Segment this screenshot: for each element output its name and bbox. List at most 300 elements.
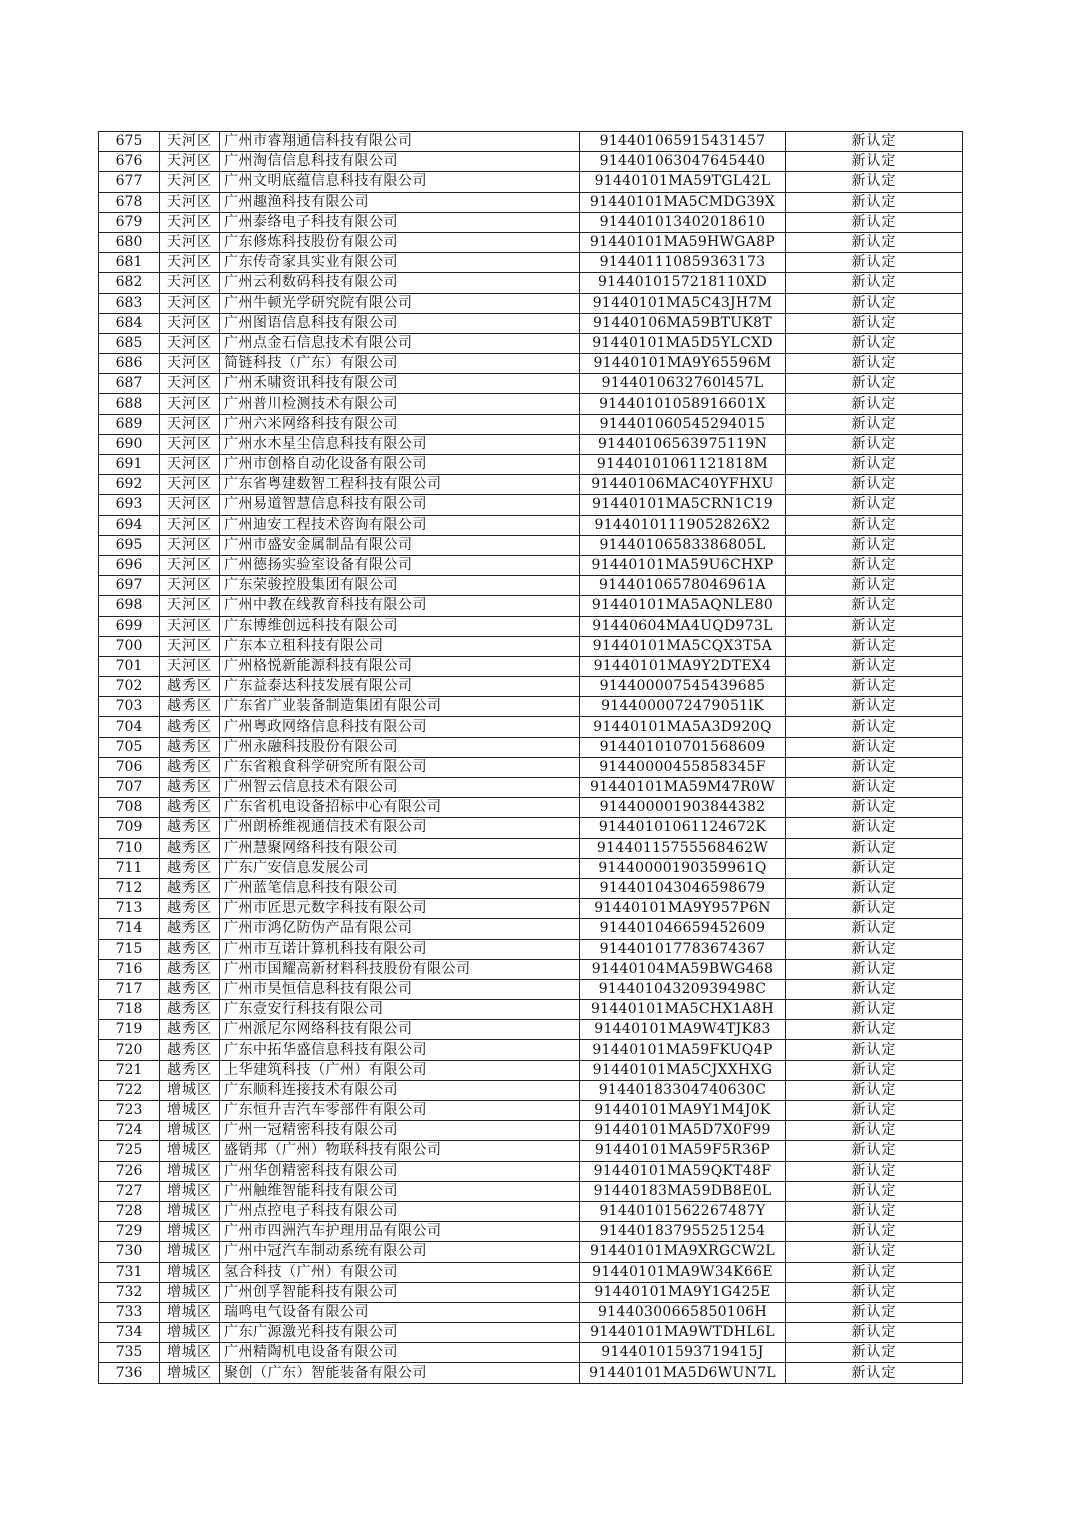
table-row	[99, 576, 963, 596]
row-number-cell: 693	[99, 495, 160, 515]
status-cell: 新认定	[786, 192, 963, 212]
credit-code-cell: 91440101MA59M47R0W	[580, 778, 786, 798]
credit-code-cell: 91440101MA9Y957P6N	[580, 899, 786, 919]
row-number-cell: 699	[99, 616, 160, 636]
district-cell: 天河区	[160, 313, 220, 333]
district-cell: 增城区	[160, 1101, 220, 1121]
credit-code-cell: 91440101061124672K	[580, 818, 786, 838]
company-name-cell: 广州德扬实验室设备有限公司	[220, 555, 580, 575]
status-cell: 新认定	[786, 878, 963, 898]
table-row	[99, 878, 963, 898]
table-row	[99, 374, 963, 394]
company-name-cell: 广州市国耀高新材料科技股份有限公司	[220, 959, 580, 979]
district-cell: 天河区	[160, 232, 220, 252]
credit-code-cell: 91440101MA9Y1G425E	[580, 1282, 786, 1302]
credit-code-cell: 91440101MA9W34K66E	[580, 1262, 786, 1282]
table-row	[99, 899, 963, 919]
table-row	[99, 737, 963, 757]
row-number-cell: 716	[99, 959, 160, 979]
company-name-cell: 广州智云信息技术有限公司	[220, 778, 580, 798]
company-name-cell: 广州水木星尘信息科技有限公司	[220, 434, 580, 454]
company-name-cell: 广州图语信息科技有限公司	[220, 313, 580, 333]
district-cell: 越秀区	[160, 1020, 220, 1040]
credit-code-cell: 91440300665850106H	[580, 1302, 786, 1322]
status-cell: 新认定	[786, 1343, 963, 1363]
credit-code-cell: 91440104320939498C	[580, 979, 786, 999]
row-number-cell: 710	[99, 838, 160, 858]
table-row	[99, 717, 963, 737]
row-number-cell: 719	[99, 1020, 160, 1040]
row-number-cell: 713	[99, 899, 160, 919]
table-row	[99, 979, 963, 999]
status-cell: 新认定	[786, 1323, 963, 1343]
table-row	[99, 1242, 963, 1262]
credit-code-cell: 914401043046598679	[580, 878, 786, 898]
status-cell: 新认定	[786, 1181, 963, 1201]
credit-code-cell: 914401060545294015	[580, 414, 786, 434]
credit-code-cell: 9144000072479051lK	[580, 697, 786, 717]
status-cell: 新认定	[786, 434, 963, 454]
credit-code-cell: 91440106MA59BTUK8T	[580, 313, 786, 333]
district-cell: 增城区	[160, 1282, 220, 1302]
status-cell: 新认定	[786, 899, 963, 919]
table-row	[99, 1161, 963, 1181]
district-cell: 天河区	[160, 172, 220, 192]
credit-code-cell: 91440101MA5CQX3T5A	[580, 636, 786, 656]
company-name-cell: 广州蓝笔信息科技有限公司	[220, 878, 580, 898]
district-cell: 天河区	[160, 354, 220, 374]
status-cell: 新认定	[786, 212, 963, 232]
row-number-cell: 736	[99, 1363, 160, 1383]
credit-code-cell: 91440101MA5C43JH7M	[580, 293, 786, 313]
credit-code-cell: 91440106MAC40YFHXU	[580, 475, 786, 495]
company-name-cell: 广州禾啸资讯科技有限公司	[220, 374, 580, 394]
credit-code-cell: 91440101MA59TGL42L	[580, 172, 786, 192]
status-cell: 新认定	[786, 636, 963, 656]
row-number-cell: 691	[99, 455, 160, 475]
table-row	[99, 394, 963, 414]
row-number-cell: 711	[99, 858, 160, 878]
table-row	[99, 495, 963, 515]
row-number-cell: 735	[99, 1343, 160, 1363]
credit-code-cell: 91440101MA59F5R36P	[580, 1141, 786, 1161]
status-cell: 新认定	[786, 394, 963, 414]
company-name-cell: 广州淘信信息科技有限公司	[220, 152, 580, 172]
company-name-cell: 广州触维智能科技有限公司	[220, 1181, 580, 1201]
table-row	[99, 959, 963, 979]
row-number-cell: 687	[99, 374, 160, 394]
table-row	[99, 636, 963, 656]
company-name-cell: 广东省广业装备制造集团有限公司	[220, 697, 580, 717]
company-name-cell: 广东壹安行科技有限公司	[220, 1000, 580, 1020]
status-cell: 新认定	[786, 515, 963, 535]
document-page	[98, 131, 962, 1384]
company-name-cell: 广东中拓华盛信息科技有限公司	[220, 1040, 580, 1060]
row-number-cell: 695	[99, 535, 160, 555]
status-cell: 新认定	[786, 555, 963, 575]
row-number-cell: 681	[99, 253, 160, 273]
status-cell: 新认定	[786, 1060, 963, 1080]
company-name-cell: 广州六米网络科技有限公司	[220, 414, 580, 434]
table-row	[99, 1323, 963, 1343]
company-name-cell: 广州点金石信息技术有限公司	[220, 333, 580, 353]
row-number-cell: 676	[99, 152, 160, 172]
row-number-cell: 724	[99, 1121, 160, 1141]
credit-code-cell: 91440101MA5D5YLCXD	[580, 333, 786, 353]
credit-code-cell: 914401837955251254	[580, 1222, 786, 1242]
status-cell: 新认定	[786, 273, 963, 293]
company-name-cell: 广州市鸿亿防伪产品有限公司	[220, 919, 580, 939]
credit-code-cell: 91440101MA5CJXXHXG	[580, 1060, 786, 1080]
row-number-cell: 709	[99, 818, 160, 838]
table-row	[99, 152, 963, 172]
company-name-cell: 广州云利数码科技有限公司	[220, 273, 580, 293]
table-row	[99, 232, 963, 252]
district-cell: 天河区	[160, 253, 220, 273]
credit-code-cell: 91440101562267487Y	[580, 1201, 786, 1221]
row-number-cell: 682	[99, 273, 160, 293]
district-cell: 增城区	[160, 1141, 220, 1161]
row-number-cell: 694	[99, 515, 160, 535]
row-number-cell: 726	[99, 1161, 160, 1181]
table-row	[99, 1060, 963, 1080]
table-row	[99, 1282, 963, 1302]
district-cell: 增城区	[160, 1262, 220, 1282]
district-cell: 天河区	[160, 414, 220, 434]
status-cell: 新认定	[786, 172, 963, 192]
table-row	[99, 1121, 963, 1141]
company-name-cell: 广东荣骏控股集团有限公司	[220, 576, 580, 596]
table-row	[99, 656, 963, 676]
table-row	[99, 1040, 963, 1060]
status-cell: 新认定	[786, 475, 963, 495]
credit-code-cell: 91440101061121818M	[580, 455, 786, 475]
company-name-cell: 广州一冠精密科技有限公司	[220, 1121, 580, 1141]
credit-code-cell: 914400001903844382	[580, 798, 786, 818]
company-name-cell: 广州牛顿光学研究院有限公司	[220, 293, 580, 313]
table-row	[99, 212, 963, 232]
status-cell: 新认定	[786, 757, 963, 777]
district-cell: 越秀区	[160, 717, 220, 737]
table-row	[99, 1302, 963, 1322]
table-body	[99, 132, 963, 1384]
row-number-cell: 717	[99, 979, 160, 999]
table-row	[99, 434, 963, 454]
company-name-cell: 广州泰络电子科技有限公司	[220, 212, 580, 232]
credit-code-cell: 91440101119052826X2	[580, 515, 786, 535]
table-row	[99, 293, 963, 313]
company-name-cell: 广州易道智慧信息科技有限公司	[220, 495, 580, 515]
row-number-cell: 708	[99, 798, 160, 818]
table-row	[99, 677, 963, 697]
credit-code-cell: 91440101MA5A3D920Q	[580, 717, 786, 737]
status-cell: 新认定	[786, 858, 963, 878]
row-number-cell: 698	[99, 596, 160, 616]
status-cell: 新认定	[786, 253, 963, 273]
district-cell: 天河区	[160, 616, 220, 636]
district-cell: 天河区	[160, 333, 220, 353]
row-number-cell: 685	[99, 333, 160, 353]
row-number-cell: 704	[99, 717, 160, 737]
credit-code-cell: 9144010157218110XD	[580, 273, 786, 293]
table-row	[99, 1080, 963, 1100]
status-cell: 新认定	[786, 1302, 963, 1322]
company-name-cell: 盛销邦（广州）物联科技有限公司	[220, 1141, 580, 1161]
company-name-cell: 广州中冠汽车制动系统有限公司	[220, 1242, 580, 1262]
credit-code-cell: 91440101MA9XRGCW2L	[580, 1242, 786, 1262]
company-name-cell: 广东省粮食科学研究所有限公司	[220, 757, 580, 777]
status-cell: 新认定	[786, 535, 963, 555]
district-cell: 越秀区	[160, 677, 220, 697]
row-number-cell: 728	[99, 1201, 160, 1221]
table-row	[99, 1262, 963, 1282]
status-cell: 新认定	[786, 1363, 963, 1383]
credit-code-cell: 91440101MA9Y2DTEX4	[580, 656, 786, 676]
company-name-cell: 广州普川检测技术有限公司	[220, 394, 580, 414]
row-number-cell: 690	[99, 434, 160, 454]
district-cell: 越秀区	[160, 919, 220, 939]
credit-code-cell: 91440101593719415J	[580, 1343, 786, 1363]
district-cell: 越秀区	[160, 939, 220, 959]
district-cell: 增城区	[160, 1161, 220, 1181]
row-number-cell: 701	[99, 656, 160, 676]
table-row	[99, 455, 963, 475]
company-name-cell: 广东顺科连接技术有限公司	[220, 1080, 580, 1100]
district-cell: 天河区	[160, 576, 220, 596]
district-cell: 天河区	[160, 434, 220, 454]
district-cell: 越秀区	[160, 858, 220, 878]
district-cell: 越秀区	[160, 697, 220, 717]
credit-code-cell: 91440101MA9Y1M4J0K	[580, 1101, 786, 1121]
district-cell: 天河区	[160, 515, 220, 535]
company-name-cell: 瑞鸣电气设备有限公司	[220, 1302, 580, 1322]
row-number-cell: 677	[99, 172, 160, 192]
row-number-cell: 723	[99, 1101, 160, 1121]
district-cell: 增城区	[160, 1363, 220, 1383]
status-cell: 新认定	[786, 838, 963, 858]
status-cell: 新认定	[786, 677, 963, 697]
status-cell: 新认定	[786, 1121, 963, 1141]
table-row	[99, 555, 963, 575]
credit-code-cell: 91440104MA59BWG468	[580, 959, 786, 979]
row-number-cell: 714	[99, 919, 160, 939]
status-cell: 新认定	[786, 232, 963, 252]
company-name-cell: 氢合科技（广州）有限公司	[220, 1262, 580, 1282]
company-name-cell: 广州市昊恒信息科技有限公司	[220, 979, 580, 999]
table-row	[99, 858, 963, 878]
credit-code-cell: 914401046659452609	[580, 919, 786, 939]
credit-code-cell: 91440101MA59QKT48F	[580, 1161, 786, 1181]
district-cell: 天河区	[160, 455, 220, 475]
district-cell: 越秀区	[160, 757, 220, 777]
company-name-cell: 广州精陶机电设备有限公司	[220, 1343, 580, 1363]
status-cell: 新认定	[786, 616, 963, 636]
status-cell: 新认定	[786, 596, 963, 616]
row-number-cell: 680	[99, 232, 160, 252]
table-row	[99, 273, 963, 293]
status-cell: 新认定	[786, 919, 963, 939]
row-number-cell: 734	[99, 1323, 160, 1343]
district-cell: 增城区	[160, 1080, 220, 1100]
status-cell: 新认定	[786, 979, 963, 999]
table-row	[99, 616, 963, 636]
row-number-cell: 692	[99, 475, 160, 495]
status-cell: 新认定	[786, 152, 963, 172]
district-cell: 越秀区	[160, 899, 220, 919]
company-name-cell: 广州创孚智能科技有限公司	[220, 1282, 580, 1302]
table-row	[99, 475, 963, 495]
status-cell: 新认定	[786, 1201, 963, 1221]
row-number-cell: 712	[99, 878, 160, 898]
credit-code-cell: 91440101MA5D6WUN7L	[580, 1363, 786, 1383]
district-cell: 越秀区	[160, 818, 220, 838]
row-number-cell: 725	[99, 1141, 160, 1161]
credit-code-cell: 91440106563975119N	[580, 434, 786, 454]
table-row	[99, 1000, 963, 1020]
district-cell: 天河区	[160, 656, 220, 676]
district-cell: 越秀区	[160, 838, 220, 858]
status-cell: 新认定	[786, 333, 963, 353]
table-row	[99, 1363, 963, 1383]
company-name-cell: 广州点控电子科技有限公司	[220, 1201, 580, 1221]
credit-code-cell: 91440101058916601X	[580, 394, 786, 414]
district-cell: 增城区	[160, 1242, 220, 1262]
table-row	[99, 818, 963, 838]
credit-code-cell: 91440101MA9WTDHL6L	[580, 1323, 786, 1343]
credit-code-cell: 91440106583386805L	[580, 535, 786, 555]
credit-code-cell: 91440183MA59DB8E0L	[580, 1181, 786, 1201]
status-cell: 新认定	[786, 1020, 963, 1040]
district-cell: 增城区	[160, 1343, 220, 1363]
status-cell: 新认定	[786, 778, 963, 798]
row-number-cell: 729	[99, 1222, 160, 1242]
status-cell: 新认定	[786, 374, 963, 394]
company-name-cell: 广州趣渔科技有限公司	[220, 192, 580, 212]
table-row	[99, 414, 963, 434]
company-name-cell: 广东博维创远科技有限公司	[220, 616, 580, 636]
credit-code-cell: 91440101MA5AQNLE80	[580, 596, 786, 616]
status-cell: 新认定	[786, 1000, 963, 1020]
row-number-cell: 702	[99, 677, 160, 697]
district-cell: 天河区	[160, 293, 220, 313]
district-cell: 越秀区	[160, 1060, 220, 1080]
table-row	[99, 1020, 963, 1040]
row-number-cell: 720	[99, 1040, 160, 1060]
credit-code-cell: 914401065915431457	[580, 132, 786, 152]
company-name-cell: 广州华创精密科技有限公司	[220, 1161, 580, 1181]
table-row	[99, 919, 963, 939]
credit-code-cell: 914401110859363173	[580, 253, 786, 273]
district-cell: 增城区	[160, 1222, 220, 1242]
company-name-cell: 广州迪安工程技术咨询有限公司	[220, 515, 580, 535]
company-name-cell: 广州派尼尔网络科技有限公司	[220, 1020, 580, 1040]
status-cell: 新认定	[786, 697, 963, 717]
row-number-cell: 700	[99, 636, 160, 656]
row-number-cell: 730	[99, 1242, 160, 1262]
district-cell: 天河区	[160, 535, 220, 555]
district-cell: 天河区	[160, 394, 220, 414]
status-cell: 新认定	[786, 818, 963, 838]
table-row	[99, 838, 963, 858]
district-cell: 越秀区	[160, 979, 220, 999]
company-name-cell: 广东修炼科技股份有限公司	[220, 232, 580, 252]
district-cell: 越秀区	[160, 1000, 220, 1020]
district-cell: 天河区	[160, 212, 220, 232]
row-number-cell: 688	[99, 394, 160, 414]
district-cell: 增城区	[160, 1121, 220, 1141]
table-row	[99, 798, 963, 818]
row-number-cell: 686	[99, 354, 160, 374]
company-name-cell: 广东广源激光科技有限公司	[220, 1323, 580, 1343]
status-cell: 新认定	[786, 1141, 963, 1161]
district-cell: 天河区	[160, 475, 220, 495]
company-name-cell: 广东恒升吉汽车零部件有限公司	[220, 1101, 580, 1121]
district-cell: 增城区	[160, 1323, 220, 1343]
company-name-cell: 广东本立租科技有限公司	[220, 636, 580, 656]
table-row	[99, 132, 963, 152]
row-number-cell: 689	[99, 414, 160, 434]
row-number-cell: 684	[99, 313, 160, 333]
credit-code-cell: 91440101MA59FKUQ4P	[580, 1040, 786, 1060]
table-row	[99, 535, 963, 555]
district-cell: 越秀区	[160, 778, 220, 798]
table-row	[99, 939, 963, 959]
company-name-cell: 广州中教在线教育科技有限公司	[220, 596, 580, 616]
row-number-cell: 727	[99, 1181, 160, 1201]
company-name-cell: 广州市创格自动化设备有限公司	[220, 455, 580, 475]
table-row	[99, 253, 963, 273]
status-cell: 新认定	[786, 1222, 963, 1242]
credit-code-cell: 914401063047645440	[580, 152, 786, 172]
company-name-cell: 广东省粤建数智工程科技有限公司	[220, 475, 580, 495]
credit-code-cell: 914400007545439685	[580, 677, 786, 697]
district-cell: 天河区	[160, 555, 220, 575]
district-cell: 越秀区	[160, 798, 220, 818]
credit-code-cell: 91440101MA5CMDG39X	[580, 192, 786, 212]
district-cell: 天河区	[160, 273, 220, 293]
status-cell: 新认定	[786, 717, 963, 737]
company-name-cell: 广州慧聚网络科技有限公司	[220, 838, 580, 858]
row-number-cell: 703	[99, 697, 160, 717]
credit-code-cell: 9144010632760l457L	[580, 374, 786, 394]
company-name-cell: 广东广安信息发展公司	[220, 858, 580, 878]
table-row	[99, 1141, 963, 1161]
district-cell: 天河区	[160, 495, 220, 515]
company-name-cell: 简链科技（广东）有限公司	[220, 354, 580, 374]
table-row	[99, 333, 963, 353]
status-cell: 新认定	[786, 354, 963, 374]
row-number-cell: 732	[99, 1282, 160, 1302]
company-name-cell: 上华建筑科技（广州）有限公司	[220, 1060, 580, 1080]
status-cell: 新认定	[786, 1262, 963, 1282]
company-name-cell: 广东益泰达科技发展有限公司	[220, 677, 580, 697]
district-cell: 增城区	[160, 1302, 220, 1322]
table-row	[99, 596, 963, 616]
row-number-cell: 721	[99, 1060, 160, 1080]
row-number-cell: 705	[99, 737, 160, 757]
company-name-cell: 广州文明底蕴信息科技有限公司	[220, 172, 580, 192]
status-cell: 新认定	[786, 576, 963, 596]
status-cell: 新认定	[786, 414, 963, 434]
row-number-cell: 718	[99, 1000, 160, 1020]
company-name-cell: 广州市匠思元数字科技有限公司	[220, 899, 580, 919]
table-row	[99, 1101, 963, 1121]
credit-code-cell: 91440101MA5D7X0F99	[580, 1121, 786, 1141]
status-cell: 新认定	[786, 293, 963, 313]
company-name-cell: 广州永融科技股份有限公司	[220, 737, 580, 757]
company-name-cell: 广州市盛安金属制品有限公司	[220, 535, 580, 555]
status-cell: 新认定	[786, 1282, 963, 1302]
